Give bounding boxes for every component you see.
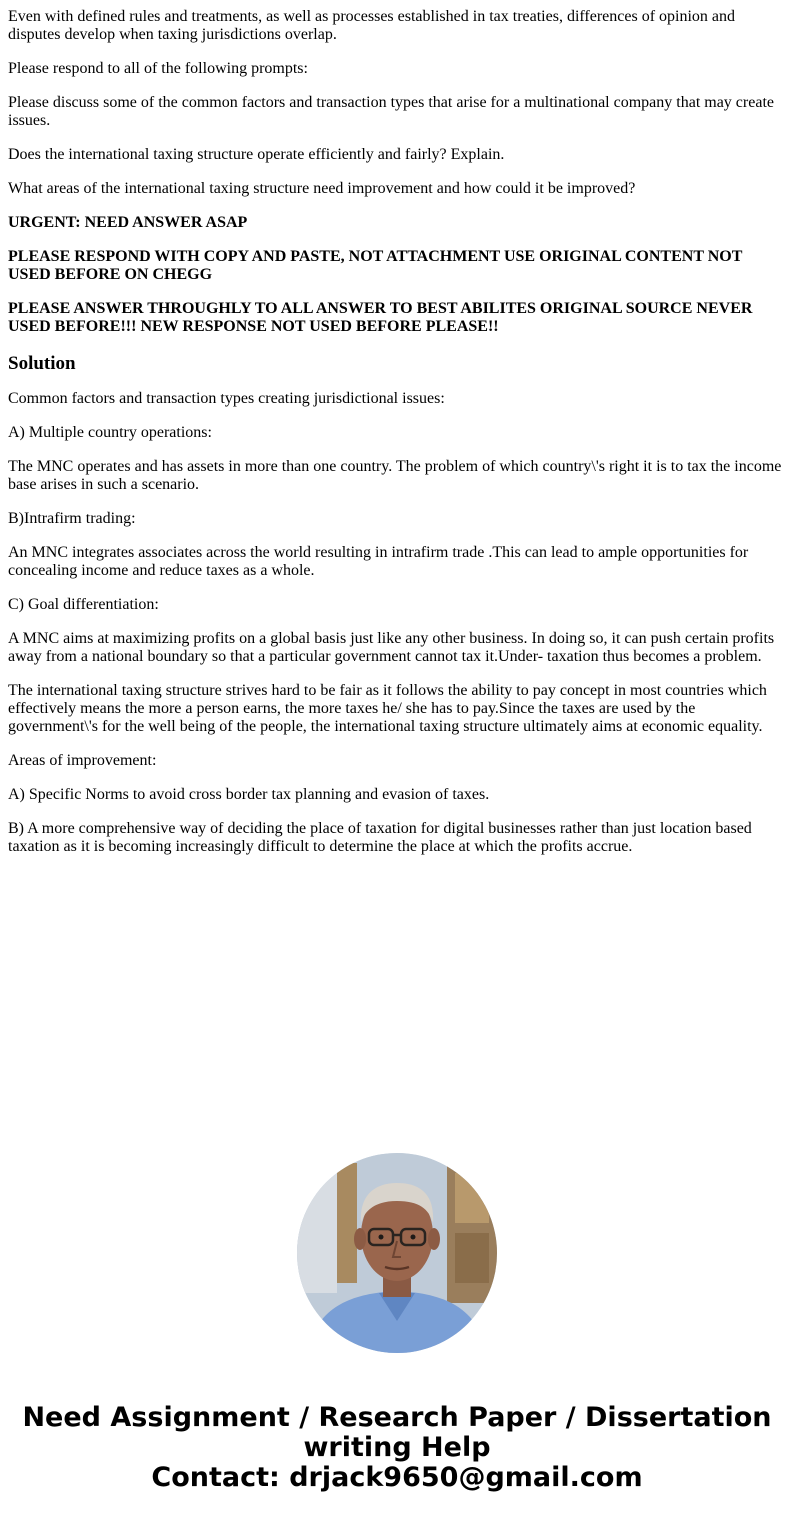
footer-line-1: Need Assignment / Research Paper / Dissertation	[22, 1402, 772, 1433]
solution-paragraph: C) Goal differentiation:	[8, 596, 159, 613]
thorough-note: PLEASE ANSWER THROUGHLY TO ALL ANSWER TO BEST ABILITES ORIGINAL SOURCE NEVER USED BEFORE!!! NEW RESPONSE NOT USED BEFORE PLEASE!!	[8, 300, 753, 335]
urgent-note: URGENT: NEED ANSWER ASAP	[8, 214, 248, 231]
prompt-3: What areas of the international taxing structure need improvement and how could it be improved?	[8, 180, 636, 197]
prompt-2: Does the international taxing structure operate efficiently and fairly? Explain.	[8, 146, 505, 163]
document-content	[8, 8, 786, 872]
copy-paste-note: PLEASE RESPOND WITH COPY AND PASTE, NOT ATTACHMENT USE ORIGINAL CONTENT NOT USED BEFORE ON CHEGG	[8, 248, 743, 283]
solution-paragraph: The MNC operates and has assets in more than one country. The problem of which country\'s right it is to tax the income base arises in such a scenario.	[8, 458, 782, 493]
footer-contact-banner	[0, 1403, 794, 1493]
solution-paragraph: Areas of improvement:	[8, 752, 157, 769]
solution-paragraph: A) Multiple country operations:	[8, 424, 212, 441]
author-portrait	[297, 1153, 497, 1353]
respond-prompt: Please respond to all of the following prompts:	[8, 60, 308, 77]
solution-paragraph: A MNC aims at maximizing profits on a global basis just like any other business. In doing so, it can push certain profits away from a national boundary so that a particular government cannot tax it.Under- taxation thus becomes a problem.	[8, 630, 775, 665]
footer-line-3: Contact: drjack9650@gmail.com	[151, 1462, 643, 1493]
author-avatar	[297, 1153, 497, 1353]
solution-paragraph: The international taxing structure strives hard to be fair as it follows the ability to pay concept in most countries which effectively means the more a person earns, the more taxes he/ she has to pay.Since the taxes are used by the government\'s for the well being of the people, the international taxing structure ultimately aims at economic equality.	[8, 682, 767, 735]
solution-paragraph: An MNC integrates associates across the world resulting in intrafirm trade .This can lead to ample opportunities for concealing income and reduce taxes as a whole.	[8, 544, 749, 579]
solution-paragraph: Common factors and transaction types creating jurisdictional issues:	[8, 390, 445, 407]
footer-line-2: writing Help	[303, 1432, 491, 1463]
prompt-1: Please discuss some of the common factors and transaction types that arise for a multinational company that may create issues.	[8, 94, 774, 129]
solution-paragraph: A) Specific Norms to avoid cross border tax planning and evasion of taxes.	[8, 786, 490, 803]
question-intro: Even with defined rules and treatments, as well as processes established in tax treaties, differences of opinion and disputes develop when taxing jurisdictions overlap.	[8, 8, 736, 43]
solution-heading: Solution	[8, 353, 76, 374]
solution-paragraph: B)Intrafirm trading:	[8, 510, 136, 527]
solution-paragraph: B) A more comprehensive way of deciding the place of taxation for digital businesses rather than just location based taxation as it is becoming increasingly difficult to determine the place at which the profits accrue.	[8, 820, 752, 855]
